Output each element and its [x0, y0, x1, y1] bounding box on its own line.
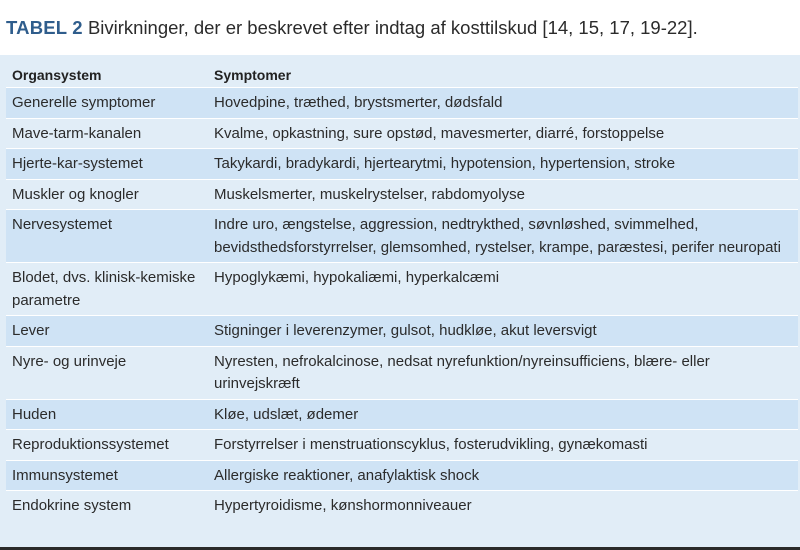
- table-row: [6, 263, 798, 316]
- table-number-label: TABEL 2: [6, 17, 83, 38]
- organ-system-cell: Lever: [6, 316, 208, 347]
- table-row: [6, 399, 798, 430]
- table-header-row: [6, 62, 798, 88]
- symptoms-cell: Hovedpine, træthed, brystsmerter, dødsfald: [208, 88, 798, 119]
- symptoms-cell: Allergiske reaktioner, anafylaktisk shock: [208, 460, 798, 491]
- table-row: [6, 88, 798, 119]
- table-row: [6, 210, 798, 263]
- table-row: [6, 346, 798, 399]
- table-row: [6, 179, 798, 210]
- symptoms-cell: Indre uro, ængstelse, aggression, nedtrykthed, søvnløshed, svimmelhed, bevidsthedsforstyrrelser, glemsomhed, rystelser, krampe, paræstesi, perifer neuropati: [208, 210, 798, 263]
- organ-system-cell: Blodet, dvs. klinisk-kemiske parametre: [6, 263, 208, 316]
- symptoms-cell: Hypoglykæmi, hypokaliæmi, hyperkalcæmi: [208, 263, 798, 316]
- adverse-effects-table: [6, 62, 798, 521]
- table-caption: [6, 17, 698, 39]
- symptoms-cell: Forstyrrelser i menstruationscyklus, fosterudvikling, gynækomasti: [208, 430, 798, 461]
- column-header-organsystem: Organsystem: [12, 66, 102, 83]
- organ-system-cell: Muskler og knogler: [6, 179, 208, 210]
- table-row: [6, 430, 798, 461]
- table-body: [6, 88, 798, 521]
- organ-system-cell: Reproduktionssystemet: [6, 430, 208, 461]
- organ-system-cell: Nyre- og urinveje: [6, 346, 208, 399]
- symptoms-cell: Nyresten, nefrokalcinose, nedsat nyrefunktion/nyreinsufficiens, blære- eller urinvejskræft: [208, 346, 798, 399]
- symptoms-cell: Kløe, udslæt, ødemer: [208, 399, 798, 430]
- symptoms-cell: Kvalme, opkastning, sure opstød, mavesmerter, diarré, forstoppelse: [208, 118, 798, 149]
- organ-system-cell: Endokrine system: [6, 491, 208, 521]
- organ-system-cell: Generelle symptomer: [6, 88, 208, 119]
- table-row: [6, 460, 798, 491]
- symptoms-cell: Takykardi, bradykardi, hjertearytmi, hypotension, hypertension, stroke: [208, 149, 798, 180]
- organ-system-cell: Nervesystemet: [6, 210, 208, 263]
- symptoms-cell: Stigninger i leverenzymer, gulsot, hudkløe, akut leversvigt: [208, 316, 798, 347]
- column-header-symptomer: Symptomer: [214, 66, 292, 83]
- table-caption-text: Bivirkninger, der er beskrevet efter indtag af kosttilskud [14, 15, 17, 19-22].: [87, 17, 698, 38]
- table-row: [6, 149, 798, 180]
- table-row: [6, 118, 798, 149]
- organ-system-cell: Hjerte-kar-systemet: [6, 149, 208, 180]
- table-row: [6, 491, 798, 521]
- table-row: [6, 316, 798, 347]
- organ-system-cell: Immunsystemet: [6, 460, 208, 491]
- symptoms-cell: Hypertyroidisme, kønshormonniveauer: [208, 491, 798, 521]
- table-panel: [0, 55, 800, 550]
- organ-system-cell: Mave-tarm-kanalen: [6, 118, 208, 149]
- organ-system-cell: Huden: [6, 399, 208, 430]
- symptoms-cell: Muskelsmerter, muskelrystelser, rabdomyolyse: [208, 179, 798, 210]
